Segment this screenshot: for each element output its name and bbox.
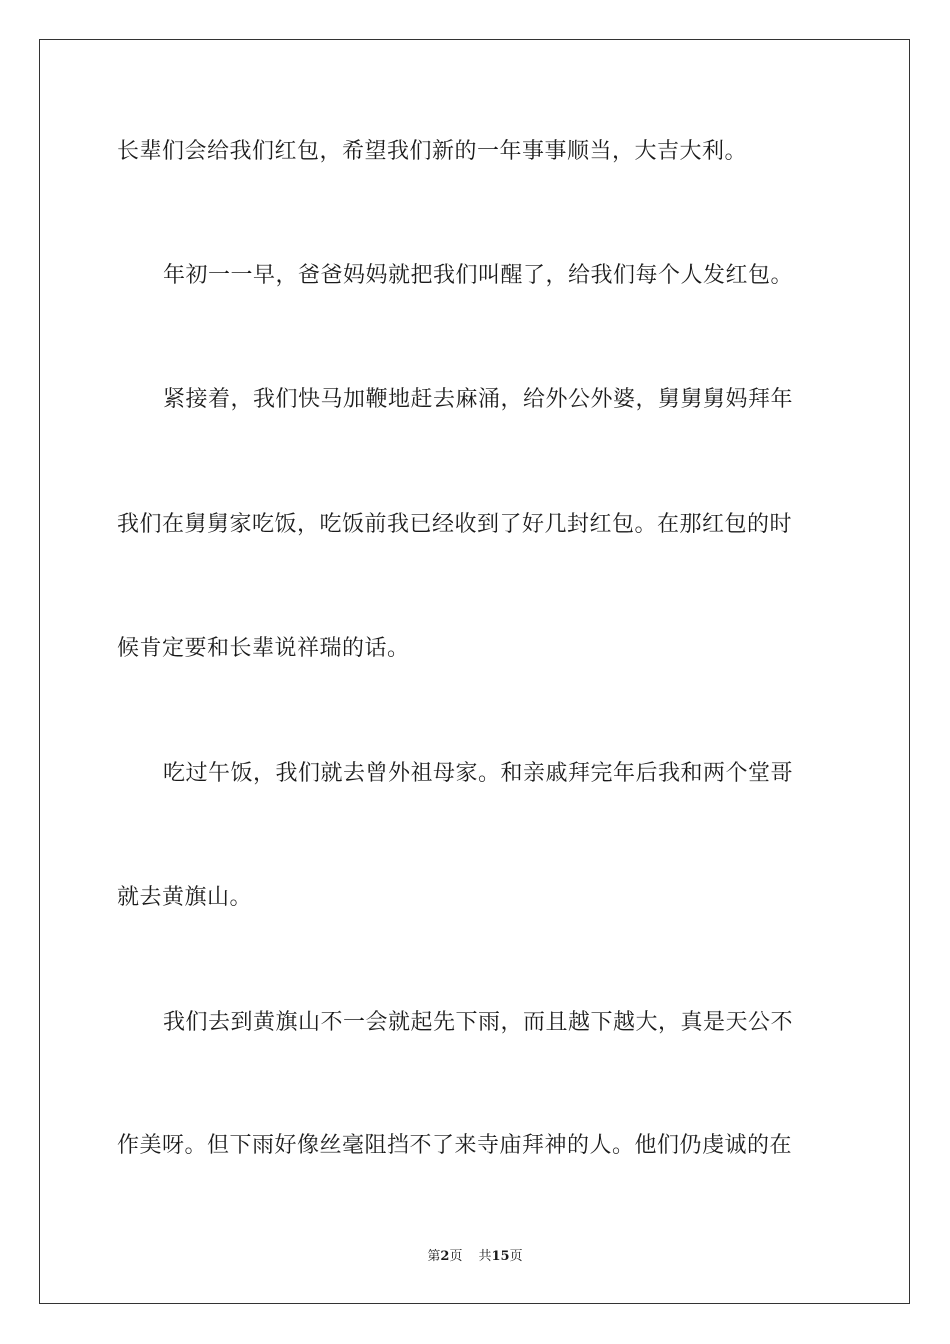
total-prefix: 共 [478, 1249, 492, 1264]
page-border [39, 39, 910, 1304]
text-line: 长辈们会给我们红包，希望我们新的一年事事顺当，大吉大利。 [117, 139, 748, 164]
page-number: 2 [440, 1249, 450, 1264]
text-line: 紧接着，我们快马加鞭地赶去麻涌，给外公外婆，舅舅舅妈拜年 [163, 387, 794, 412]
page-suffix: 页 [449, 1249, 463, 1264]
text-line: 候肯定要和长辈说祥瑞的话。 [117, 636, 410, 661]
total-pages: 15 [491, 1249, 510, 1264]
text-line: 作美呀。但下雨好像丝毫阻挡不了来寺庙拜神的人。他们仍虔诚的在 [117, 1133, 793, 1158]
page-prefix: 第 [427, 1249, 441, 1264]
page-footer [0, 1248, 950, 1266]
text-line: 吃过午饭，我们就去曾外祖母家。和亲戚拜完年后我和两个堂哥 [163, 761, 794, 786]
text-line: 就去黄旗山。 [117, 885, 253, 910]
text-line: 我们去到黄旗山不一会就起先下雨，而且越下越大，真是天公不 [163, 1010, 794, 1035]
text-line: 我们在舅舅家吃饭，吃饭前我已经收到了好几封红包。在那红包的时 [117, 512, 793, 537]
total-suffix: 页 [509, 1249, 523, 1264]
text-line: 年初一一早，爸爸妈妈就把我们叫醒了，给我们每个人发红包。 [163, 263, 794, 288]
